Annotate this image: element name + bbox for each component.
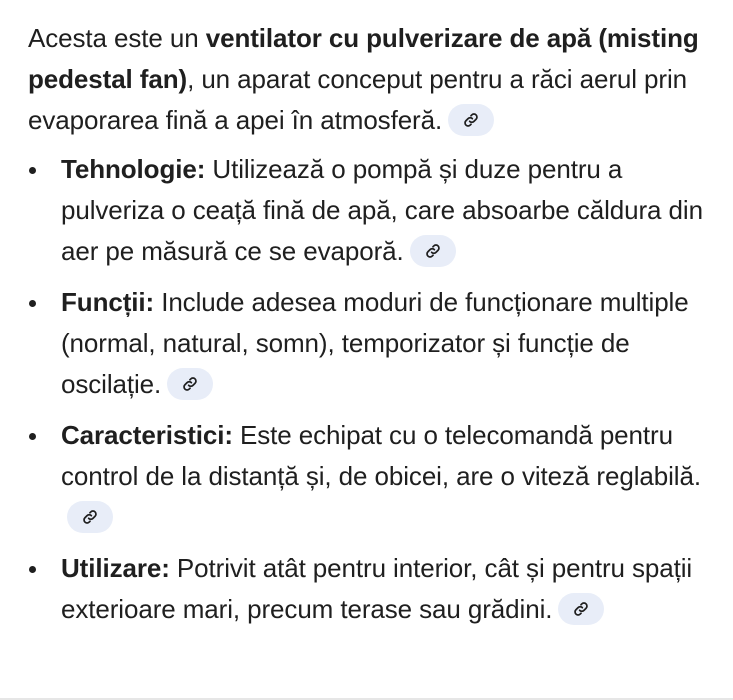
link-icon (573, 601, 589, 617)
item-label: Funcții: (61, 287, 155, 317)
intro-lead: Acesta este un (28, 23, 206, 53)
link-icon (463, 112, 479, 128)
list-item (28, 415, 718, 538)
source-link-chip[interactable] (67, 501, 113, 533)
link-icon (182, 376, 198, 392)
list-item (28, 149, 718, 272)
item-text: Utilizează o pompă și duze pentru a pulveriza o ceață fină de apă, care absoarbe căldura din aer pe măsură ce se evaporă. (61, 154, 703, 266)
answer-content (28, 18, 718, 640)
link-icon (425, 243, 441, 259)
intro-bold-term: ventilator cu pulverizare de apă (misting pedestal fan) (28, 23, 699, 94)
item-text: Potrivit atât pentru interior, cât și pentru spații exterioare mari, precum terase sau grădini. (61, 553, 693, 624)
facts-list (28, 149, 718, 630)
intro-paragraph (28, 18, 718, 141)
source-link-chip[interactable] (167, 368, 213, 400)
list-item (28, 548, 718, 630)
source-link-chip[interactable] (410, 235, 456, 267)
source-link-chip[interactable] (558, 593, 604, 625)
intro-rest: , un aparat conceput pentru a răci aerul prin evaporarea fină a apei în atmosferă. (28, 64, 688, 135)
item-text: Include adesea moduri de funcționare multiple (normal, natural, somn), temporizator și funcție de oscilație. (61, 287, 689, 399)
item-text: Este echipat cu o telecomandă pentru control de la distanță și, de obicei, are o viteză reglabilă. (61, 420, 701, 491)
item-label: Tehnologie: (61, 154, 206, 184)
list-item (28, 282, 718, 405)
link-icon (82, 509, 98, 525)
item-label: Caracteristici: (61, 420, 233, 450)
item-label: Utilizare: (61, 553, 170, 583)
source-link-chip[interactable] (448, 104, 494, 136)
